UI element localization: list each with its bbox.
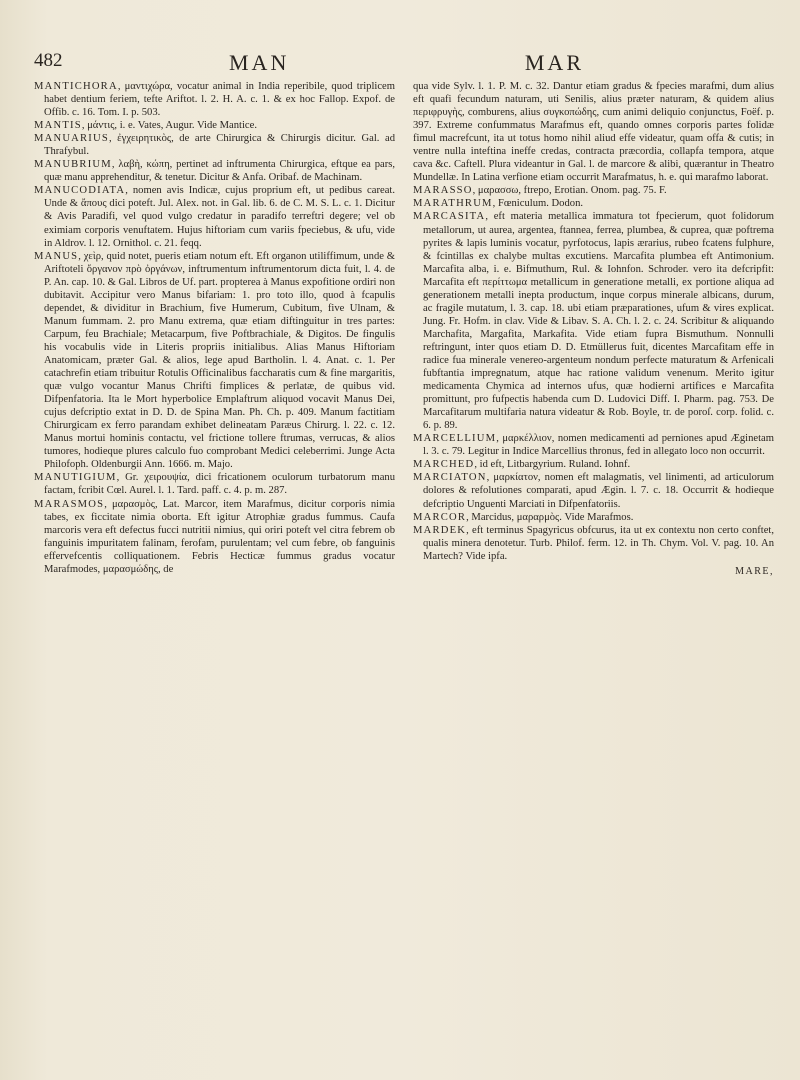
dictionary-entry — [413, 471, 774, 510]
dictionary-entry — [34, 250, 395, 472]
entry-lemma: MARASSO — [413, 185, 473, 197]
entry-text: , μάντις, i. e. Vates, Augur. Vide Mantice. — [81, 120, 257, 132]
entry-lemma: MARDEK — [413, 524, 467, 536]
dictionary-entry — [413, 80, 774, 184]
entry-lemma: MARCASITA — [413, 211, 486, 223]
entry-lemma: MANUBRIUM — [34, 159, 112, 171]
left-column — [34, 80, 395, 1056]
running-head — [34, 50, 774, 76]
entry-lemma: MANTIS — [34, 120, 82, 132]
catchword: MARE, — [735, 565, 774, 577]
entry-text: , μαρασσω, ftrepo, Erotian. Onom. pag. 75. F. — [472, 185, 667, 197]
dictionary-entry — [413, 184, 774, 197]
entry-text: , χεὶρ, quid notet, pueris etiam notum eft. Eft organon utiliffimum, unde & Ariftoteli ὄργανον πρὸ ὀργάνων, inftrumentum inftrumentorum dicta fuit, l. 4. de P. An. cap. 10. & Gal. Libros de Uf. part. propterea à Manus expofitione ordiri non dubitavit. Accipitur vero Manus bifariam: 1. pro toto illo, quod à fcapulis dependet, & dividitur in Brachium, five Humerum, Cubitum, five Ulnam, & Manum fummam. 2. pro Manu extrema, quæ etiam diftinguitur in tres partes: Carpum, feu Brachiale; Metacarpum, five Poftbrachiale, & Digitos. De fingulis his vocabulis vide in Literis propriis initialibus. Alias Manus Hiftoriam Anatomicam, præter Gal. & alios, lege apud Bartholin. l. 4. Anat. c. 1. Per catachrefin etiam tribuitur Rotulis Officinalibus faccharatis cum & fine margaritis, quæ vulgo vocantur Manus Chrifti fimplices & perlatæ, de quibus vid. Difpenfatoria. Ita le Mort hyperbolice Emplaftrum aliquod vocavit Manus Dei, cujus defcriptio extat in D. D. de Spina Man. Ph. Ch. p. 409. Manum factitiam Chirurgicam ex ferro parandam exhibet delineatam Paræus Chirurg. l. 22. c. 12. Manus mortui hominis contactu, vel frictione tollere ftrumas, verrucas, & alios tumores, hodieque plures calculo fuo comprobant Medici celeberrimi. Junge Acta Philofoph. Oldenburgii Ann. 1666. m. Majo. — [44, 250, 395, 471]
right-column — [413, 80, 774, 1056]
entry-lemma: MARCIATON — [413, 472, 487, 484]
dictionary-entry — [413, 210, 774, 432]
entry-lemma: MARCELLIUM — [413, 433, 497, 445]
entry-lemma: MARCOR — [413, 511, 467, 523]
dictionary-entry — [413, 458, 774, 471]
running-headword-right: MAR — [524, 50, 584, 75]
text-columns — [34, 80, 774, 1056]
entry-text: , Marcidus, μαραρμὸς. Vide Marafmos. — [466, 511, 634, 523]
dictionary-entry — [413, 432, 774, 458]
entry-text: , μαρκέλλιον, nomen medicamenti ad perniones apud Æginetam l. 3. c. 79. Legitur in Indice Marcellius thronus, fed in allegato loco non occurrit. — [423, 433, 774, 458]
entry-text: , ἐγχειρητικὸς, de arte Chirurgica & Chirurgis dicitur. Gal. ad Thrafybul. — [44, 133, 395, 158]
entry-lemma: MANUCODIATA — [34, 185, 126, 197]
running-headword-left: MAN — [229, 50, 290, 75]
dictionary-entry — [34, 119, 395, 132]
dictionary-entry — [34, 80, 395, 119]
entry-text: , μαντιχώρα, vocatur animal in India reperibile, quod triplicem habet dentium feriem, tefte Ariftot. l. 2. H. A. c. 1. & ex hoc Fallop. Expof. de Offib. c. 16. Tom. I. p. 503. — [44, 81, 395, 119]
entry-text: , id eft, Litbargyrium. Ruland. Iohnf. — [474, 459, 631, 471]
entry-text: , μαρκίατον, nomen eft malagmatis, vel linimenti, ad articulorum dolores & refolutiones comparati, apud Ægin. l. 7. c. 18. Occurrit & hodieque defcriptio Unguenti Marciati in Difpenfatoriis. — [423, 472, 774, 510]
dictionary-entry — [34, 184, 395, 249]
dictionary-entry — [413, 511, 774, 524]
dictionary-entry — [34, 471, 395, 497]
dictionary-entry — [413, 197, 774, 210]
entry-text: qua vide Sylv. l. 1. P. M. c. 32. Dantur etiam gradus & fpecies marafmi, dum alius eft quafi fecundum naturam, uti Senilis, alius præter naturam, & quidem alius περιφρυγὴς, comburens, alius συγκοπώδης, cum animi deliquio conjunctus, Foëf. p. 397. Extreme confummatus Marafmus eft, quando omnes corporis partes folidæ fimul macrefcunt, ita ut totus homo nihil aliud effe videatur, quam offa & cutis; in ventre nulla inteftina ineffe credas, contracta præcordia, collapfa tempora, atque cava &c. Caftell. Plura videantur in Gal. l. de marcore & alibi, quærantur in Theatro Mundellæ. In Latina verfione etiam occurrit Marafmatus, h. e. qui marafmo laborat. — [413, 81, 774, 184]
entry-lemma: MANUTIGIUM — [34, 472, 117, 484]
entry-text: , eft terminus Spagyricus obfcurus, ita ut ex contextu non certo conftet, qualis minera denotetur. Turb. Philof. ferm. 12. in Th. Chym. Vol. V. pag. 10. An Martech? Vide ipfa. — [423, 524, 774, 562]
entry-lemma: MARASMOS — [34, 498, 105, 510]
entry-text: , λαβὴ, κώπη, pertinet ad inftrumenta Chirurgica, eftque ea pars, quæ manu apprehenditur, & tenetur. Dicitur & Anfa. Oribaf. de Machinam. — [44, 159, 395, 184]
entry-lemma: MARCHED — [413, 459, 475, 471]
page-number: 482 — [34, 50, 63, 71]
dictionary-entry — [34, 132, 395, 158]
entry-lemma: MARATHRUM — [413, 198, 493, 210]
entry-text: , nomen avis Indicæ, cujus proprium eft, ut pedibus careat. Unde & ἄπους dici poteft. Jul. Alex. not. in Gal. lib. 6. de C. M. S. L. c. 1. Dicitur & Avis Paradifi, vel quod vulgo credatur in paradifo terreftri degere; vel ob eximiam corporis venuftatem. Hujus hiftoriam cum variis fpeciebus, & ufu, vide in Aldrov. l. 12. Ornithol. c. 21. feqq. — [44, 185, 395, 249]
entry-lemma: MANUS — [34, 250, 79, 262]
entry-text: , μαρασμὸς, Lat. Marcor, item Marafmus, dicitur corporis nimia tabes, ex ficcitate nimia oborta. Eft igitur Atrophiæ gradus fummus. Caufa marcoris vera eft defectus fucci nutritii nimius, qui oriri poteft vel citra febrem ob fanguinis impuritatem falinam, ferofam, purulentam; vel cum febre, ob fanguinis effervefcentis colliquationem. Febris Hecticæ fummus gradus vocatur Marafmodes, μαρασμώδης, de — [44, 498, 395, 575]
dictionary-entry — [34, 498, 395, 576]
entry-lemma: MANTICHORA — [34, 81, 118, 92]
entry-text: , Fœniculum. Dodon. — [492, 198, 584, 210]
entry-lemma: MANUARIUS — [34, 133, 109, 145]
dictionary-entry — [34, 158, 395, 184]
entry-text: , Gr. χειρουψία, dici fricationem oculorum turbatorum manu factam, fcribit Cœl. Aurel. l. 1. Tard. paff. c. 4. p. m. 287. — [44, 472, 395, 497]
entry-text: , eft materia metallica immatura tot fpecierum, quot folidorum metallorum, ut aurea, argentea, ftannea, ferrea, plumbea, & cuprea, quæ poftrema pyrites & lapis luminis vocatur, pyrfotocus, lapis ærarius, rubeo fcatens fulphure, & fcintillas ex chalybe multas excutiens. Marcafita plumbea eft Antimonium. Marcafita alba, i. e. Bifmuthum, Rul. & Iohnfon. Schroder. vero ita defcripfit: Marcafita eft περίττωμα metallicum in generatione metalli, ex portione aliqua ad generationem metalli inepta productum, inque corpus minerale albicans, durum, ac fragile mutatum, l. 3. cap. 18. ubi etiam præparationes, ufum & vires explicat. Jung. Fr. Hofm. in clav. Vide & Libav. S. A. Ch. l. 2. c. 24. Scribitur & aliquando Marchafita, Margafita, Markafita. Vide etiam fupra Bismuthum. Nonnulli reftringunt, inter quos etiam D. D. Etmüllerus fuit, dicentes Marcafitam effe in radice fua minerale venereo-argenteum nondum perfecte maturatum & Arfenicali fubftantia impregnatum, atque hac ratione validum venenum. Merito igitur medicamenta Chymica ad internos ufus, quæ hodierni artifices e Marcafita promittunt, pro fufpectis habenda cum D. Ludovici Diff. I. Pharm. pag. 753. De Marcafitarum multifaria natura videatur & Rob. Boyle, tr. de poroſ. corp. folid. c. 6. p. 89. — [423, 211, 774, 432]
dictionary-entry — [413, 524, 774, 563]
